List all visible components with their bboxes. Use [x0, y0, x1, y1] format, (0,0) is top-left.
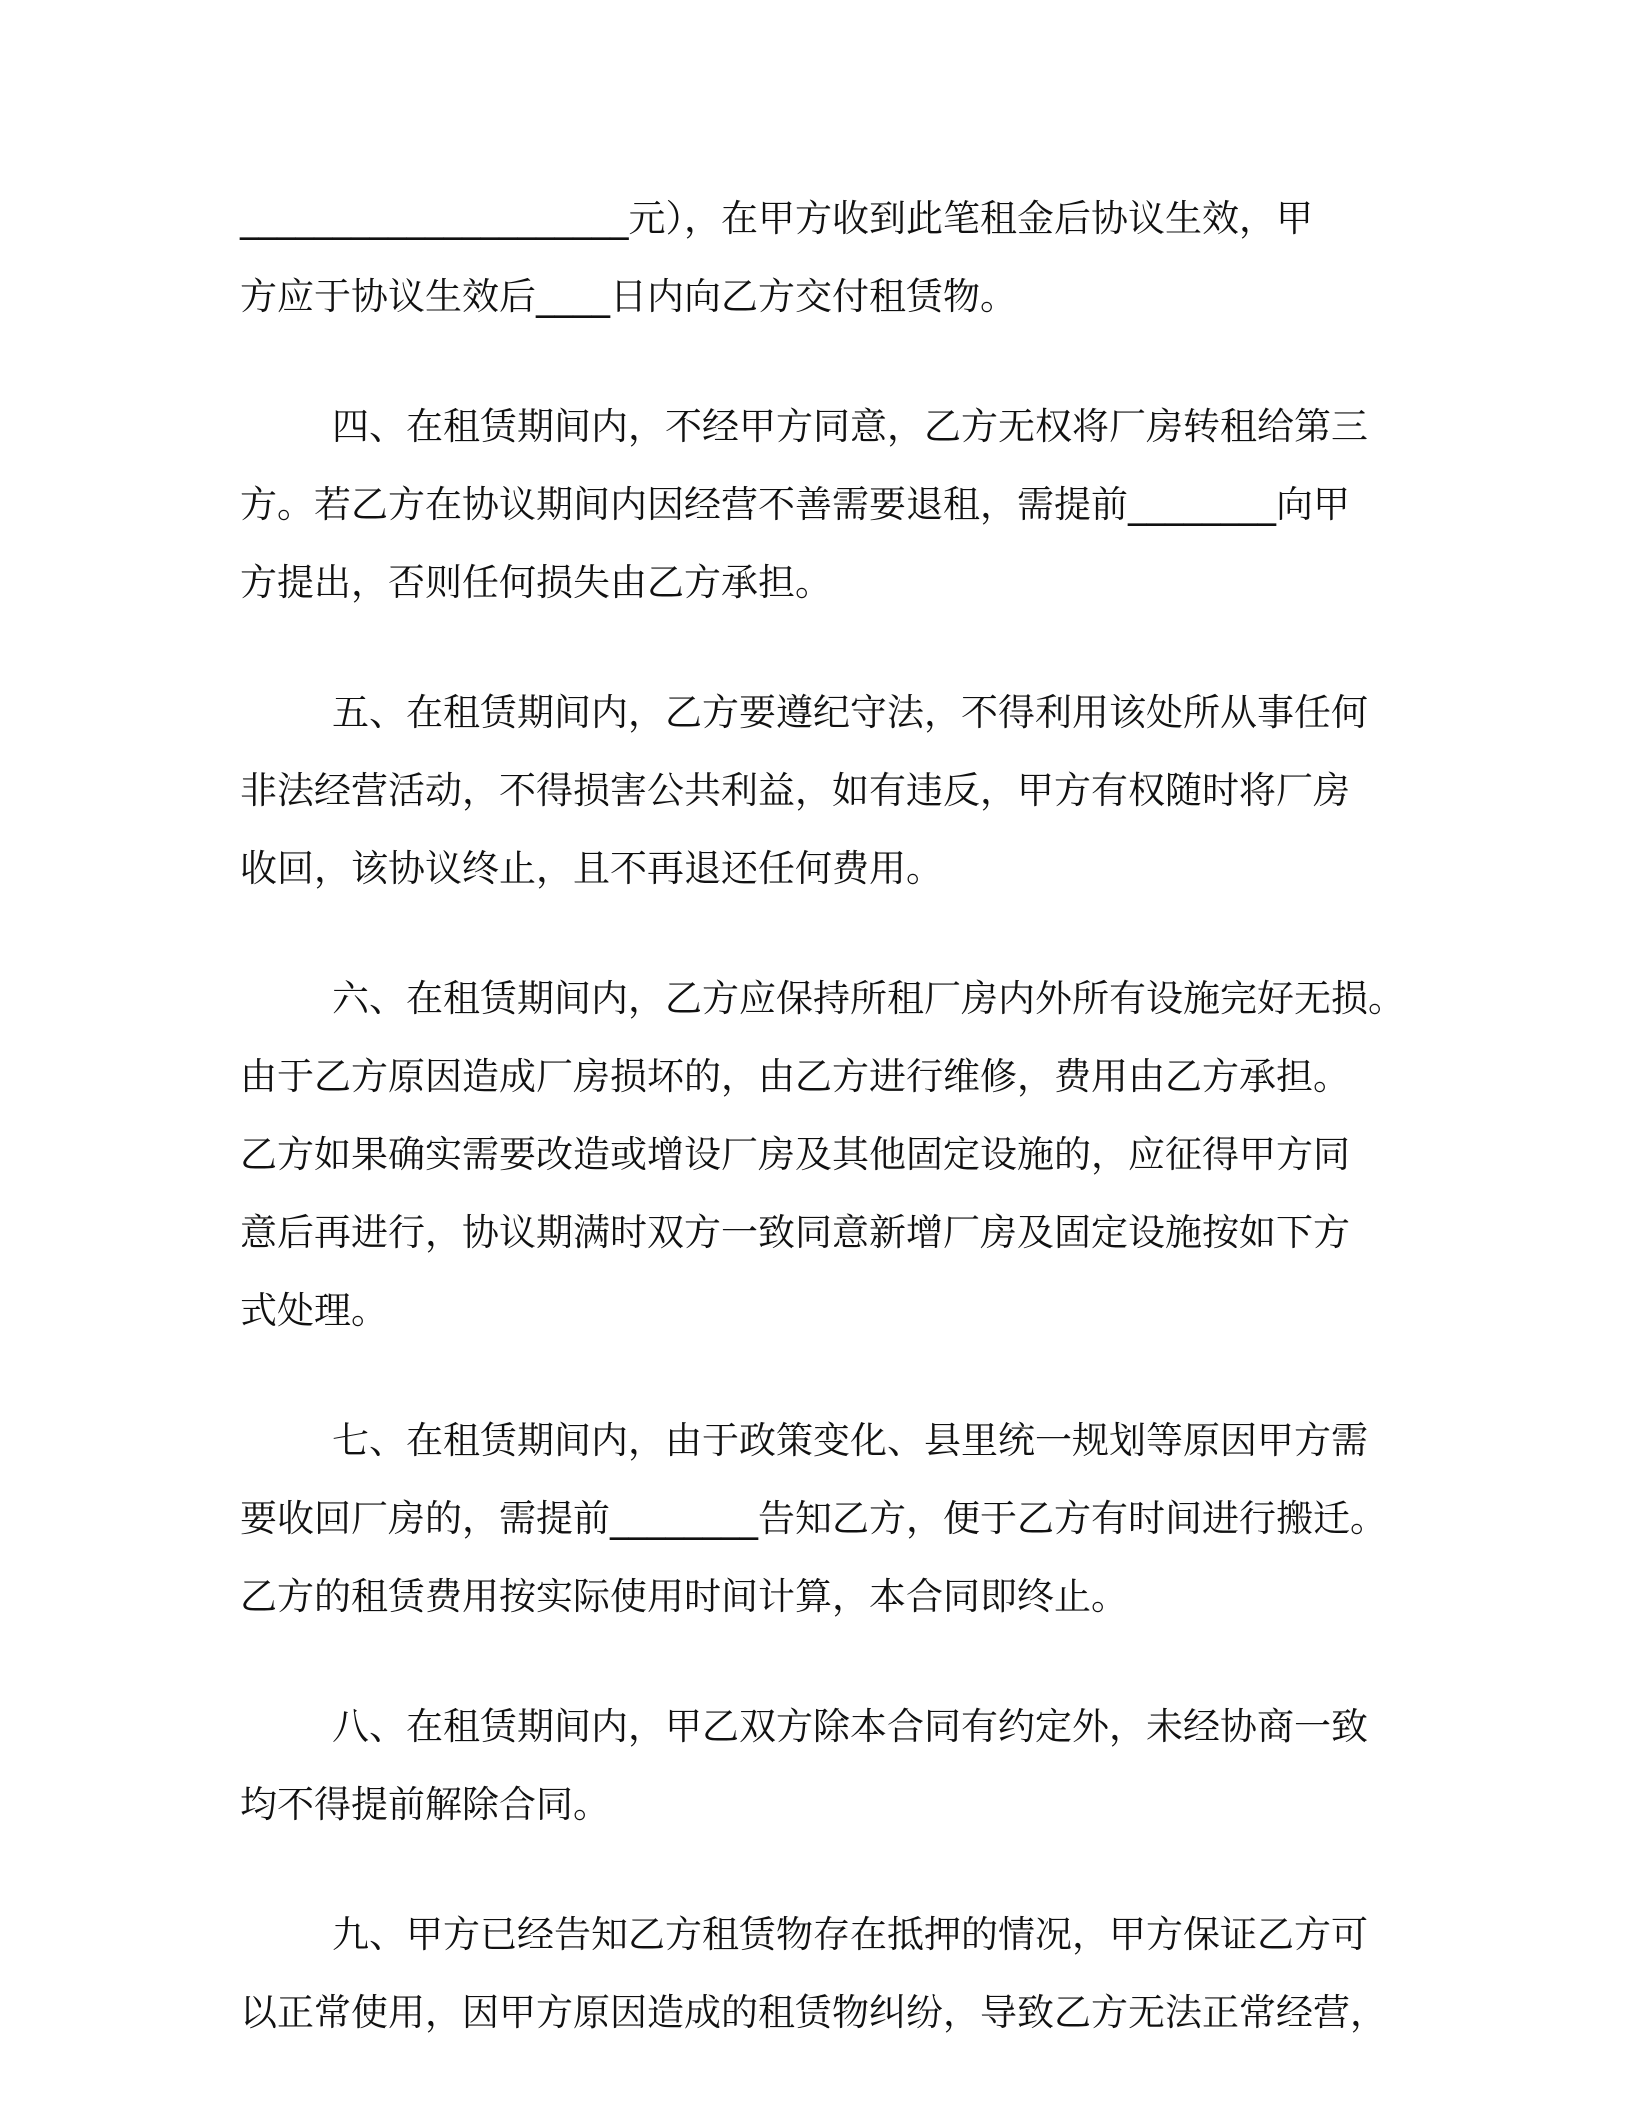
paragraph-3-continued — [240, 192, 1400, 348]
text-line: 五、在租赁期间内，乙方要遵纪守法，不得利用该处所从事任何 — [332, 691, 1368, 734]
text-line: 意后再进行，协议期满时双方一致同意新增厂房及固定设施按如下方 — [240, 1211, 1350, 1254]
text-line: 要收回厂房的，需提前________告知乙方，便于乙方有时间进行搬迁。 — [240, 1497, 1387, 1540]
text-line: 非法经营活动，不得损害公共利益，如有违反，甲方有权随时将厂房 — [240, 769, 1350, 812]
text-line: _____________________元），在甲方收到此笔租金后协议生效，甲 — [240, 197, 1313, 240]
paragraph-gap — [240, 920, 1400, 972]
paragraph-4 — [240, 400, 1400, 634]
text-line: 式处理。 — [240, 1289, 388, 1332]
paragraph-gap — [240, 1362, 1400, 1414]
paragraph-6 — [240, 972, 1405, 1362]
text-line: 方。若乙方在协议期间内因经营不善需要退租，需提前________向甲 — [240, 483, 1350, 526]
paragraph-9 — [240, 1908, 1400, 2064]
text-line: 乙方如果确实需要改造或增设厂房及其他固定设施的，应征得甲方同 — [240, 1133, 1350, 1176]
text-line: 七、在租赁期间内，由于政策变化、县里统一规划等原因甲方需 — [332, 1419, 1368, 1462]
document-body — [240, 192, 1405, 2064]
text-line: 方应于协议生效后____日内向乙方交付租赁物。 — [240, 275, 1017, 318]
text-line: 收回，该协议终止，且不再退还任何费用。 — [240, 847, 943, 890]
text-line: 九、甲方已经告知乙方租赁物存在抵押的情况，甲方保证乙方可 — [332, 1913, 1368, 1956]
text-line: 八、在租赁期间内，甲乙双方除本合同有约定外，未经协商一致 — [332, 1705, 1368, 1748]
text-line: 方提出，否则任何损失由乙方承担。 — [240, 561, 832, 604]
text-line: 六、在租赁期间内，乙方应保持所租厂房内外所有设施完好无损。 — [332, 977, 1405, 1020]
text-line: 以正常使用，因甲方原因造成的租赁物纠纷，导致乙方无法正常经营， — [240, 1991, 1387, 2034]
paragraph-gap — [240, 1856, 1400, 1908]
text-line: 由于乙方原因造成厂房损坏的，由乙方进行维修，费用由乙方承担。 — [240, 1055, 1350, 1098]
text-line: 四、在租赁期间内，不经甲方同意，乙方无权将厂房转租给第三 — [332, 405, 1368, 448]
paragraph-gap — [240, 348, 1400, 400]
paragraph-gap — [240, 1648, 1400, 1700]
paragraph-7 — [240, 1414, 1400, 1648]
text-line: 乙方的租赁费用按实际使用时间计算，本合同即终止。 — [240, 1575, 1128, 1618]
paragraph-8 — [240, 1700, 1400, 1856]
paragraph-gap — [240, 634, 1400, 686]
text-line: 均不得提前解除合同。 — [240, 1783, 610, 1826]
paragraph-5 — [240, 686, 1400, 920]
